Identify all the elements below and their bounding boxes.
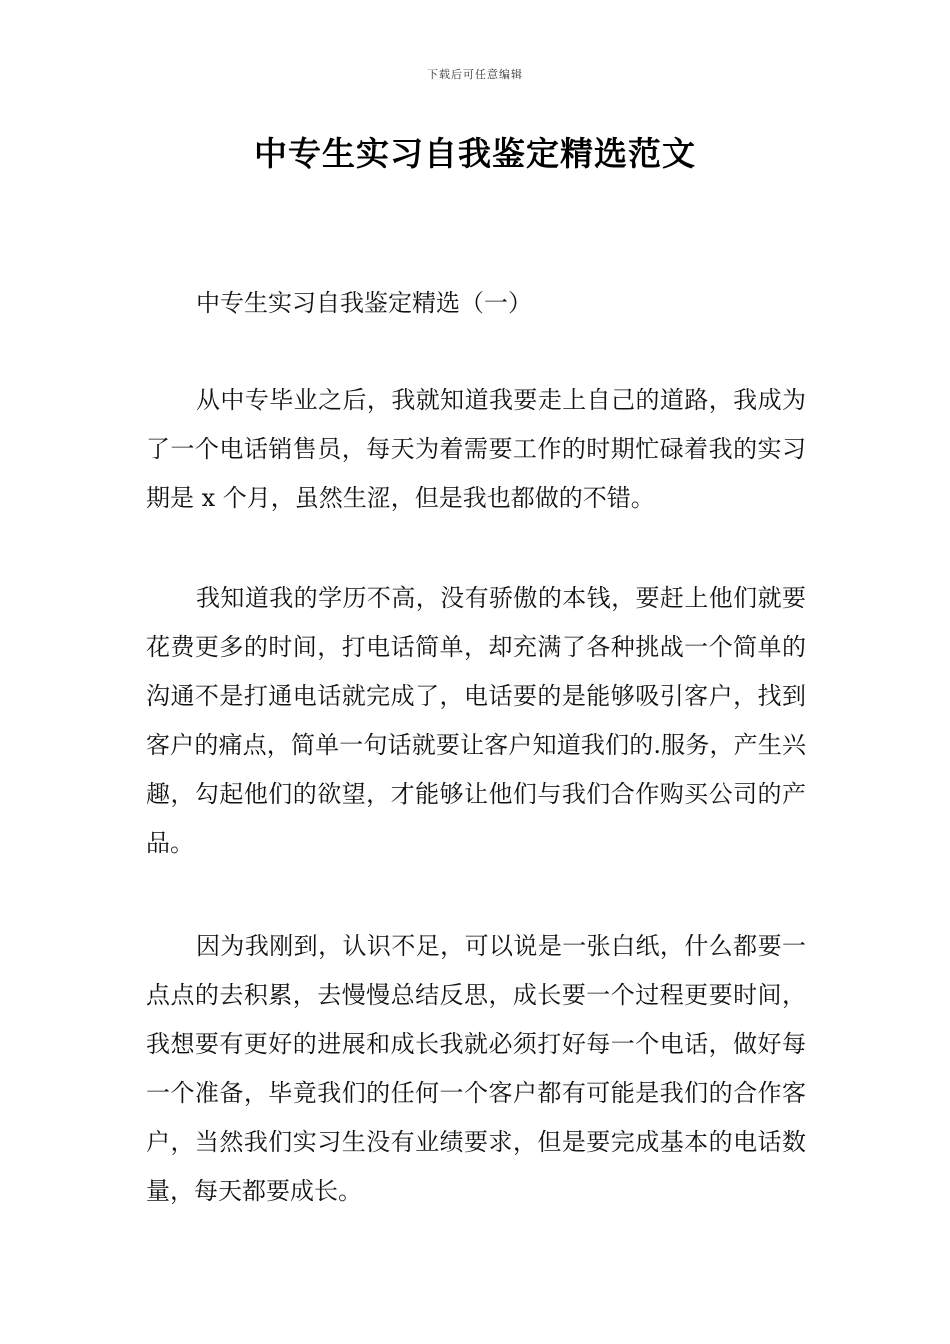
section-heading: 中专生实习自我鉴定精选（一） xyxy=(196,289,532,317)
body-paragraph: 从中专毕业之后，我就知道我要走上自己的道路，我成为了一个电话销售员，每天为着需要工作的时期忙碌着我的实习期是 x 个月，虽然生涩，但是我也都做的不错。 xyxy=(146,386,806,512)
header-note: 下载后可任意编辑 xyxy=(427,68,523,81)
document-title: 中专生实习自我鉴定精选范文 xyxy=(254,134,696,173)
body-paragraph: 我知道我的学历不高，没有骄傲的本钱，要赶上他们就要花费更多的时间，打电话简单，却充满了各种挑战一个简单的沟通不是打通电话就完成了，电话要的是能够吸引客户，找到客户的痛点，简单一句话就要让客户知道我们的.服务，产生兴趣，勾起他们的欲望，才能够让他们与我们合作购买公司的产品。 xyxy=(146,584,806,857)
body-paragraph: 因为我刚到，认识不足，可以说是一张白纸，什么都要一点点的去积累，去慢慢总结反思，成长要一个过程更要时间，我想要有更好的进展和成长我就必须打好每一个电话，做好每一个准备，毕竟我们的任何一个客户都有可能是我们的合作客户，当然我们实习生没有业绩要求，但是要完成基本的电话数量，每天都要成长。 xyxy=(146,932,806,1205)
